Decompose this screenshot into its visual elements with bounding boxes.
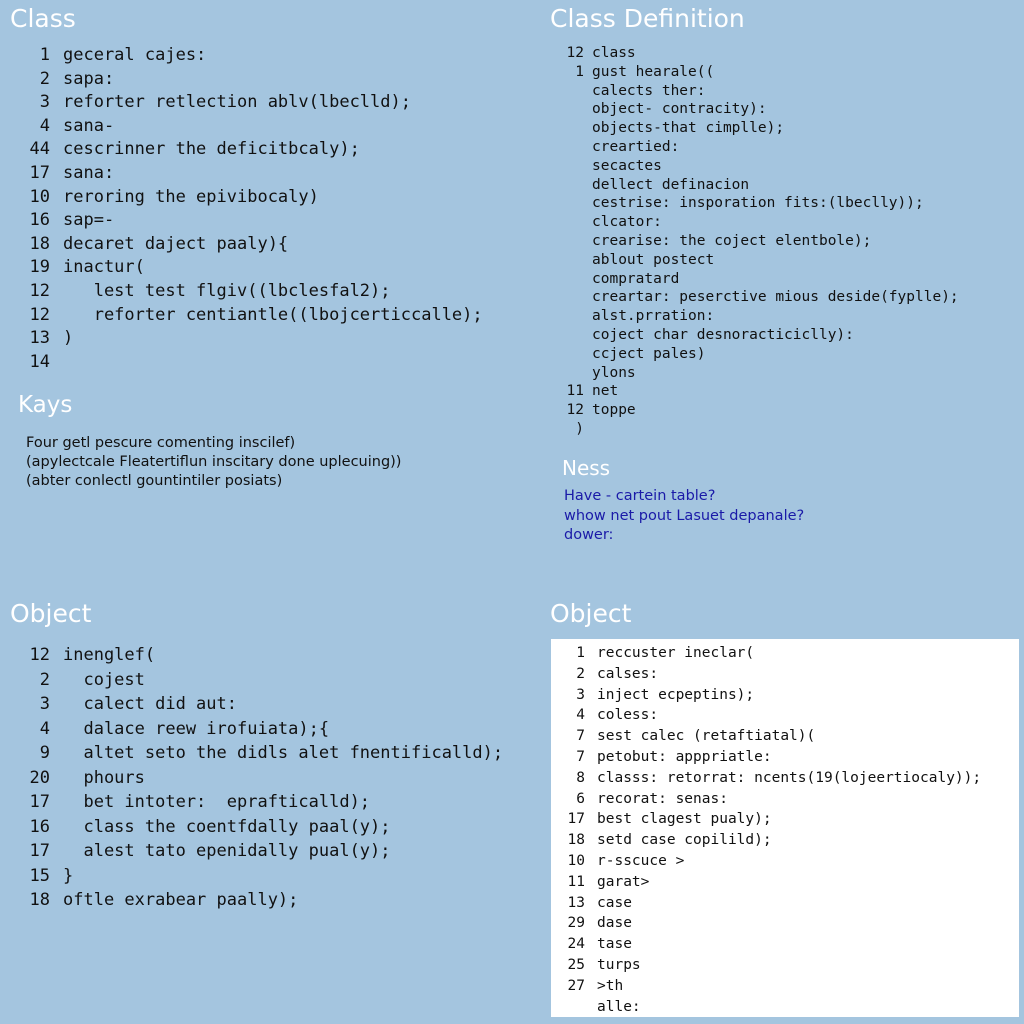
code-text: sana: — [63, 162, 115, 183]
code-line — [22, 186, 483, 210]
line-number: 17 — [29, 792, 50, 812]
code-line — [26, 692, 503, 717]
code-text: geceral cajes: — [63, 45, 207, 65]
code-text: creartar: peserctive mious deside(fyplle); — [592, 289, 959, 306]
code-line — [559, 976, 981, 997]
code-line — [22, 91, 483, 115]
code-line — [22, 304, 483, 328]
code-line — [560, 176, 959, 195]
line-number: 10 — [567, 852, 585, 869]
line-number: 2 — [39, 669, 50, 690]
code-line — [560, 100, 959, 119]
line-number: 9 — [39, 743, 50, 763]
code-line — [560, 420, 959, 439]
code-line — [22, 233, 483, 257]
code-text: net — [592, 383, 619, 400]
code-line — [560, 157, 959, 176]
code-text: reforter centiantle((lbojcerticcalle); — [63, 304, 483, 325]
code-text: reccuster ineclar( — [597, 645, 755, 661]
code-text: case — [597, 894, 632, 911]
code-text: reroring the epivibocaly) — [63, 186, 319, 207]
line-number: 11 — [567, 873, 585, 890]
code-line — [559, 955, 981, 976]
code-line — [559, 643, 981, 664]
code-text: dellect definacion — [592, 176, 750, 193]
line-number: 4 — [39, 115, 50, 136]
code-line — [22, 280, 483, 304]
code-line — [26, 864, 503, 889]
line-number: 17 — [567, 811, 585, 828]
line-number: 4 — [39, 718, 50, 739]
code-line — [560, 326, 959, 345]
line-number: 12 — [29, 304, 50, 325]
code-text: alle: — [597, 998, 641, 1015]
code-text: toppe — [592, 402, 636, 419]
line-number: 1 — [575, 63, 584, 80]
line-number: 12 — [29, 280, 50, 301]
line-number: 14 — [29, 351, 50, 372]
line-number: 11 — [566, 383, 584, 400]
code-text: class — [592, 45, 636, 61]
code-line — [560, 194, 959, 213]
line-number: 1 — [39, 45, 50, 65]
code-text: } — [63, 865, 74, 886]
code-line — [559, 726, 981, 747]
code-line — [22, 115, 483, 139]
code-text: dalace reew irofuiata);{ — [63, 718, 330, 739]
line-number: 16 — [29, 210, 50, 231]
code-text: recorat: senas: — [597, 790, 728, 807]
line-number: 25 — [567, 956, 585, 973]
code-text: inenglef( — [63, 645, 156, 665]
code-text: alest tato epenidally pual(y); — [63, 841, 391, 861]
ness-text-block — [564, 487, 804, 546]
line-number: 18 — [29, 890, 50, 910]
code-text: ylons — [592, 364, 636, 381]
code-text: alst.prration: — [592, 308, 715, 325]
class-heading: Class — [10, 4, 76, 33]
code-text: oftle exrabear paally); — [63, 890, 299, 910]
code-text: compratard — [592, 270, 680, 287]
line-number: 17 — [29, 162, 50, 183]
code-text: best clagest pualy); — [597, 811, 772, 828]
line-number: 18 — [29, 233, 50, 254]
code-text: >th — [597, 977, 624, 994]
line-number: 12 — [566, 402, 584, 419]
line-number: 1 — [576, 645, 585, 661]
kays-line: Four getl pescure comenting inscilef) — [26, 435, 296, 451]
kays-line: (apylectcale Fleatertiflun inscitary done uplecuing)) — [26, 454, 402, 470]
line-number: 10 — [29, 186, 50, 207]
line-number: 4 — [576, 707, 585, 724]
code-line — [26, 839, 503, 864]
code-text: sapa: — [63, 68, 115, 89]
code-line — [26, 741, 503, 766]
code-text: clcator: — [592, 214, 662, 231]
code-text: inject ecpeptins); — [597, 686, 755, 703]
code-line — [22, 327, 483, 351]
ness-line: whow net pout Lasuet depanale? — [564, 507, 805, 524]
class-definition-code-panel — [560, 44, 959, 439]
code-text: secactes — [592, 157, 662, 174]
line-number: 44 — [29, 139, 50, 160]
code-line — [560, 138, 959, 157]
object-right-code-panel — [559, 643, 981, 1017]
code-line — [560, 82, 959, 101]
code-text: altet seto the didls alet fnentificalld); — [63, 743, 504, 763]
code-text: calect did aut: — [63, 694, 237, 714]
object-right-heading: Object — [550, 599, 632, 628]
code-text: objects-that cimplle); — [592, 120, 785, 137]
code-line — [22, 256, 483, 280]
code-line — [26, 815, 503, 840]
code-line — [560, 63, 959, 82]
line-number: 24 — [567, 936, 585, 953]
code-text: ccject pales) — [592, 345, 706, 362]
code-text: classs: retorrat: ncents(19(lojeertiocaly)); — [597, 769, 982, 786]
code-text: reforter retlection ablv(lbeclld); — [63, 92, 411, 113]
line-number: ) — [575, 420, 584, 437]
code-line — [560, 213, 959, 232]
code-line — [560, 364, 959, 383]
code-line — [22, 138, 483, 162]
code-text: calects ther: — [592, 82, 706, 99]
line-number: 2 — [39, 68, 50, 89]
line-number: 7 — [576, 728, 585, 745]
code-text: garat> — [597, 873, 650, 890]
code-line — [26, 668, 503, 693]
code-text: phours — [63, 767, 145, 788]
line-number: 16 — [29, 816, 50, 837]
ness-line: Have - cartein table? — [564, 488, 716, 504]
kays-line: (abter conlectl gountintiler posiats) — [26, 473, 283, 489]
line-number: 27 — [567, 977, 585, 994]
kays-heading: Kays — [18, 392, 73, 418]
code-line — [560, 345, 959, 364]
code-line — [559, 913, 981, 934]
line-number: 20 — [29, 767, 50, 788]
code-text: tase — [597, 936, 632, 953]
code-line — [560, 119, 959, 138]
line-number: 15 — [29, 865, 50, 886]
code-text: crearise: the coject elentbole); — [592, 232, 872, 249]
code-text: cojest — [63, 669, 145, 690]
code-text: sap=- — [63, 210, 115, 231]
code-line — [559, 664, 981, 685]
line-number: 19 — [29, 257, 50, 278]
code-line — [559, 997, 981, 1018]
code-text: ) — [63, 328, 74, 349]
code-text: coless: — [597, 707, 659, 724]
code-line — [559, 830, 981, 851]
code-text: inactur( — [63, 257, 145, 278]
code-line — [560, 251, 959, 270]
line-number: 13 — [567, 894, 585, 911]
code-text: sest calec (retaftiatal)( — [597, 728, 816, 745]
code-text: cescrinner the deficitbcaly); — [63, 139, 360, 160]
line-number: 12 — [29, 645, 50, 665]
code-line — [560, 44, 959, 63]
code-line — [560, 270, 959, 289]
code-line — [26, 888, 503, 913]
code-line — [26, 766, 503, 791]
code-text: creartied: — [592, 138, 680, 155]
line-number: 17 — [29, 841, 50, 861]
code-text: class the coentfdally paal(y); — [63, 816, 391, 837]
code-line — [559, 705, 981, 726]
line-number: 12 — [566, 45, 584, 61]
code-line — [26, 790, 503, 815]
code-text: r-sscuce > — [597, 852, 685, 869]
line-number: 13 — [29, 328, 50, 349]
line-number: 18 — [567, 832, 585, 849]
code-line — [559, 685, 981, 706]
class-code-panel — [22, 44, 483, 374]
line-number: 6 — [576, 790, 585, 807]
line-number: 7 — [576, 748, 585, 765]
code-text: petobut: apppriatle: — [597, 748, 772, 765]
code-line — [559, 872, 981, 893]
ness-heading: Ness — [562, 456, 611, 480]
code-text: setd case copilild); — [597, 832, 772, 849]
code-text: turps — [597, 956, 641, 973]
code-text: sana- — [63, 115, 115, 136]
code-line — [559, 747, 981, 768]
code-text: decaret daject paaly){ — [63, 233, 289, 254]
class-definition-heading: Class Definition — [550, 4, 745, 33]
object-left-heading: Object — [10, 599, 92, 628]
line-number: 3 — [39, 92, 50, 113]
code-line — [26, 643, 503, 668]
code-line — [22, 162, 483, 186]
code-line — [22, 44, 483, 68]
code-line — [559, 789, 981, 810]
object-code-box — [551, 639, 1019, 1017]
code-text: bet intoter: eprafticalld); — [63, 792, 371, 812]
code-line — [560, 288, 959, 307]
code-line — [22, 209, 483, 233]
code-line — [22, 68, 483, 92]
code-text: calses: — [597, 665, 659, 682]
line-number: 3 — [39, 694, 50, 714]
kays-text-block — [26, 434, 401, 491]
ness-line: dower: — [564, 527, 614, 543]
code-line — [559, 809, 981, 830]
code-line — [26, 717, 503, 742]
code-line — [560, 382, 959, 401]
code-line — [559, 934, 981, 955]
code-text: object- contracity): — [592, 101, 767, 118]
line-number: 29 — [567, 915, 585, 932]
code-line — [22, 351, 483, 375]
line-number: 2 — [576, 665, 585, 682]
code-line — [559, 893, 981, 914]
code-line — [559, 851, 981, 872]
object-left-code-panel — [26, 643, 503, 913]
code-line — [560, 307, 959, 326]
line-number: 8 — [576, 769, 585, 786]
code-line — [560, 232, 959, 251]
code-line — [559, 768, 981, 789]
line-number: 3 — [576, 686, 585, 703]
code-text: dase — [597, 915, 632, 932]
code-text: lest test flgiv((lbclesfal2); — [63, 280, 391, 301]
code-text: gust hearale(( — [592, 63, 715, 80]
code-text: ablout postect — [592, 251, 715, 268]
code-text: coject char desnoracticiclly): — [592, 326, 854, 343]
code-line — [560, 401, 959, 420]
code-text: cestrise: insporation fits:(lbeclly)); — [592, 195, 924, 212]
